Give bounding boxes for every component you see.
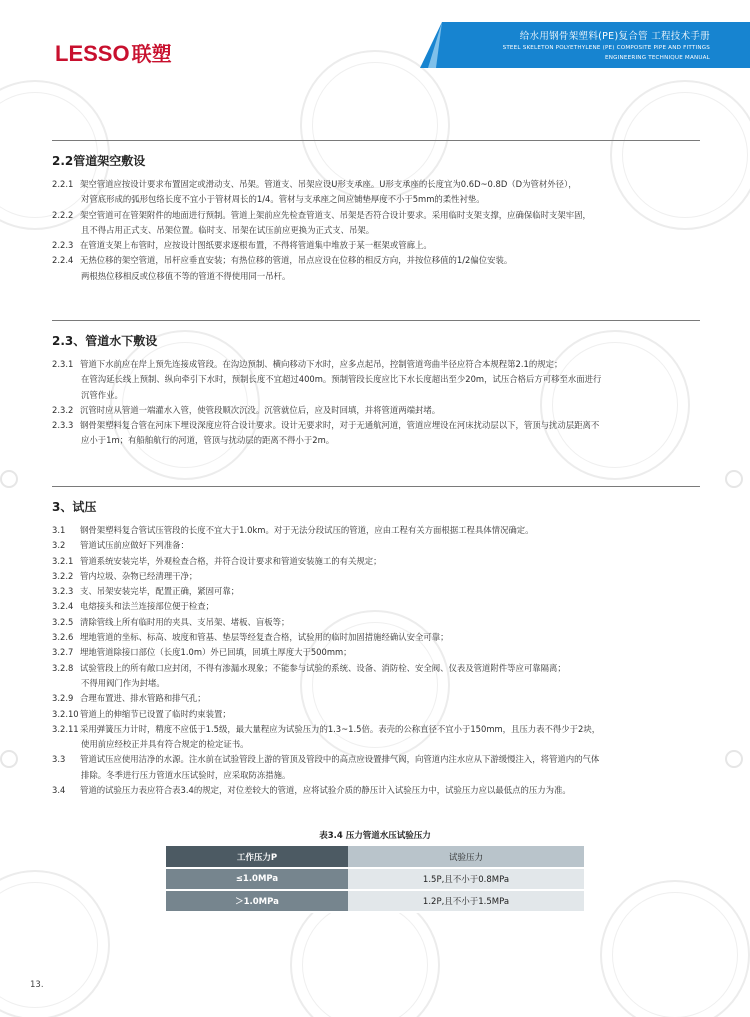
watermark-dot	[0, 750, 18, 768]
clause-item	[52, 418, 712, 433]
section-2-2	[52, 152, 712, 284]
table-cell: 1.2P,且不小于1.5MPa	[348, 890, 584, 912]
clause-number: 3.1	[52, 525, 66, 535]
clause-number: 3.2.6	[52, 632, 74, 643]
logo-cn: 联塑	[131, 42, 172, 66]
section-divider	[52, 320, 700, 321]
clause-number: 3.2.1	[52, 555, 74, 566]
section-divider	[52, 140, 700, 141]
clause-text: 试验管段上的所有敞口应封闭，不得有渗漏水现象；不能参与试验的系统、设备、消防栓、安全阀、仪表及管道附件等应可靠隔离；	[80, 662, 566, 673]
clause-item	[52, 584, 712, 599]
clause-text: 管道试压前应做好下列准备：	[80, 540, 189, 551]
clause-continuation: 两根热位移相反或位移值不等的管道不得使用同一吊杆。	[81, 270, 291, 281]
clause-number: 3.4	[52, 785, 66, 796]
section-divider	[52, 486, 700, 487]
clause-item	[52, 357, 712, 372]
clause-number: 3.2.8	[52, 662, 74, 673]
clause-item	[52, 722, 712, 737]
clause-number: 2.3.1	[52, 359, 74, 369]
watermark-ring	[0, 870, 110, 1017]
watermark-dot	[0, 470, 18, 488]
table-cell: ≤1.0MPa	[166, 868, 348, 890]
table-row	[166, 890, 584, 912]
watermark-ring	[600, 880, 750, 1017]
clause-item	[52, 538, 712, 553]
logo-en: LESSO	[55, 41, 130, 66]
clause-text: 管道试压应使用洁净的水源。注水前在试验管段上游的管顶及管段中的高点应设置排气阀，向管道内注水应从下游缓慢注入，将管道内的气体	[80, 754, 600, 765]
clause-text: 架空管道可在管架附件的地面进行预制。管道上架前应先检查管道支、吊架是否符合设计要求。采用临时支架支撑，应确保临时支架牢固，	[80, 209, 591, 220]
clause-number: 2.3.2	[52, 404, 74, 415]
clause-item	[52, 554, 712, 569]
clause-item	[52, 403, 712, 418]
section-title: 2.2管道架空敷设	[52, 154, 146, 168]
clause-number: 3.2.2	[52, 570, 74, 581]
clause-item	[52, 253, 712, 268]
clause-item	[52, 752, 712, 767]
section-items	[52, 177, 712, 284]
clause-text: 管道上的伸缩节已设置了临时约束装置；	[80, 708, 231, 719]
clause-number: 3.2.10	[52, 708, 79, 719]
clause-text: 电熔接头和法兰连接部位便于检查；	[80, 601, 214, 612]
table-header-row	[166, 846, 584, 868]
clause-number: 3.2.4	[52, 601, 74, 612]
clause-item	[52, 599, 712, 614]
clause-number: 3.2	[52, 540, 66, 551]
clause-number: 2.2.1	[52, 179, 74, 189]
clause-item	[52, 707, 712, 722]
clause-text: 沉管时应从管道一端灌水入管，使管段顺次沉没。沉管就位后，应及时回填，并将管道两端封堵。	[80, 404, 441, 415]
clause-text: 钢骨架塑料复合管在河床下埋设深度应符合设计要求。设计无要求时，对于无通航河道，管道应埋设在河床扰动层以下，管顶与扰动层距离不	[80, 420, 600, 431]
section-items	[52, 523, 712, 798]
table-cell: 1.5P,且不小于0.8MPa	[348, 868, 584, 890]
clause-text: 管道下水前应在岸上预先连接成管段。在沟边预制、横向移动下水时，应多点起吊，控制管道弯曲半径应符合本规程第2.1的规定；	[80, 359, 563, 369]
clause-number: 3.2.11	[52, 723, 79, 734]
clause-continuation: 且不得占用正式支、吊架位置。临时支、吊架在试压前应更换为正式支、吊架。	[81, 224, 375, 235]
clause-text: 管道的试验压力表应符合表3.4的规定，对位差较大的管道，应将试验介质的静压计入试验压力中，试验压力应以最低点的压力为准。	[80, 785, 571, 796]
clause-continuation: 应小于1m；有船舶航行的河道，管顶与扰动层的距离不得小于2m。	[81, 435, 335, 446]
clause-number: 2.2.4	[52, 255, 74, 266]
watermark-dot	[725, 470, 743, 488]
clause-text: 架空管道应按设计要求布置固定或滑动支、吊架。管道支、吊架应设U形支承座。U形支承座的长度宜为0.6D~0.8D（D为管材外径），	[80, 179, 577, 189]
clause-continuation: 排除。冬季进行压力管道水压试验时，应采取防冻措施。	[81, 769, 291, 780]
clause-item	[52, 691, 712, 706]
clause-continuation: 在管沟延长线上预制、纵向牵引下水时，预制长度不宜超过400m。预制管段长度应比下水长度超出至少20m，试压合格后方可移至水面进行	[81, 374, 602, 385]
header-title-cn: 给水用钢骨架塑料(PE)复合管 工程技术手册	[519, 31, 710, 42]
clause-item	[52, 177, 712, 192]
clause-item	[52, 238, 712, 253]
table-header-cell: 工作压力P	[166, 846, 348, 868]
clause-text: 在管道支架上布管时，应按设计图纸要求逐根布置，不得将管道集中堆放于某一框架或管廊上。	[80, 240, 432, 251]
clause-item	[52, 523, 712, 538]
header-title	[503, 28, 710, 62]
section-title: 2.3、管道水下敷设	[52, 334, 158, 348]
page-number: 13.	[30, 980, 44, 990]
section-items	[52, 357, 712, 449]
table-row	[166, 868, 584, 890]
clause-continuation: 使用前应经校正并具有符合规定的检定证书。	[81, 739, 249, 750]
clause-item	[52, 645, 712, 660]
clause-text: 无热位移的架空管道，吊杆应垂直安装；有热位移的管道，吊点应设在位移的相反方向，并按位移值的1/2偏位安装。	[80, 255, 513, 266]
clause-number: 2.2.3	[52, 240, 74, 251]
clause-number: 3.2.5	[52, 616, 74, 627]
clause-continuation: 沉管作业。	[81, 389, 123, 400]
section-2-3	[52, 332, 712, 449]
clause-number: 2.3.3	[52, 420, 74, 431]
table-cell: ＞1.0MPa	[166, 890, 348, 912]
clause-item	[52, 208, 712, 223]
header-title-en-1: STEEL SKELETON POLYETHYLENE (PE) COMPOSITE PIPE AND FITTINGS	[502, 45, 710, 51]
table-title: 表3.4 压力管道水压试验压力	[319, 831, 431, 841]
clause-text: 管道系统安装完毕，外观检查合格，并符合设计要求和管道安装施工的有关规定；	[80, 555, 382, 566]
clause-continuation: 对管底形成的弧形包络长度不宜小于管材周长的1/4。管材与支承座之间应铺垫厚度不小于5mm的柔性衬垫。	[81, 194, 485, 205]
clause-text: 合理布置进、排水管路和排气孔；	[80, 693, 206, 704]
clause-text: 支、吊架安装完毕，配置正确，紧固可靠；	[80, 586, 240, 597]
clause-text: 钢骨架塑料复合管试压管段的长度不宜大于1.0km。对于无法分段试压的管道，应由工程有关方面根据工程具体情况确定。	[80, 525, 534, 535]
watermark-dot	[725, 750, 743, 768]
clause-item	[52, 661, 712, 676]
pressure-table	[166, 846, 584, 913]
clause-number: 3.2.9	[52, 693, 74, 704]
clause-number: 3.3	[52, 754, 66, 765]
clause-text: 采用弹簧压力计时，精度不应低于1.5级，最大量程应为试验压力的1.3~1.5倍。表壳的公称直径不宜小于150mm，且压力表不得少于2块，	[80, 723, 601, 734]
clause-continuation: 不得用阀门作为封堵。	[81, 677, 165, 688]
clause-text: 管内垃圾、杂物已经清理干净；	[80, 570, 198, 581]
header-title-en-2: ENGINEERING TECHNIQUE MANUAL	[605, 55, 710, 61]
clause-number: 3.2.7	[52, 647, 74, 658]
clause-number: 3.2.3	[52, 586, 74, 597]
clause-item	[52, 630, 712, 645]
brand-logo	[55, 38, 172, 67]
section-3	[52, 498, 712, 798]
clause-number: 2.2.2	[52, 209, 74, 220]
clause-text: 埋地管道除接口部位（长度1.0m）外已回填，回填土厚度大于500mm；	[80, 647, 352, 658]
clause-item	[52, 783, 712, 798]
clause-text: 清除管线上所有临时用的夹具、支吊架、堵板、盲板等；	[80, 616, 290, 627]
clause-text: 埋地管道的坐标、标高、坡度和管基、垫层等经复查合格，试验用的临时加固措施经确认安全可靠；	[80, 632, 449, 643]
clause-item	[52, 615, 712, 630]
table-header-cell: 试验压力	[348, 846, 584, 868]
section-title: 3、试压	[52, 500, 97, 514]
clause-item	[52, 569, 712, 584]
